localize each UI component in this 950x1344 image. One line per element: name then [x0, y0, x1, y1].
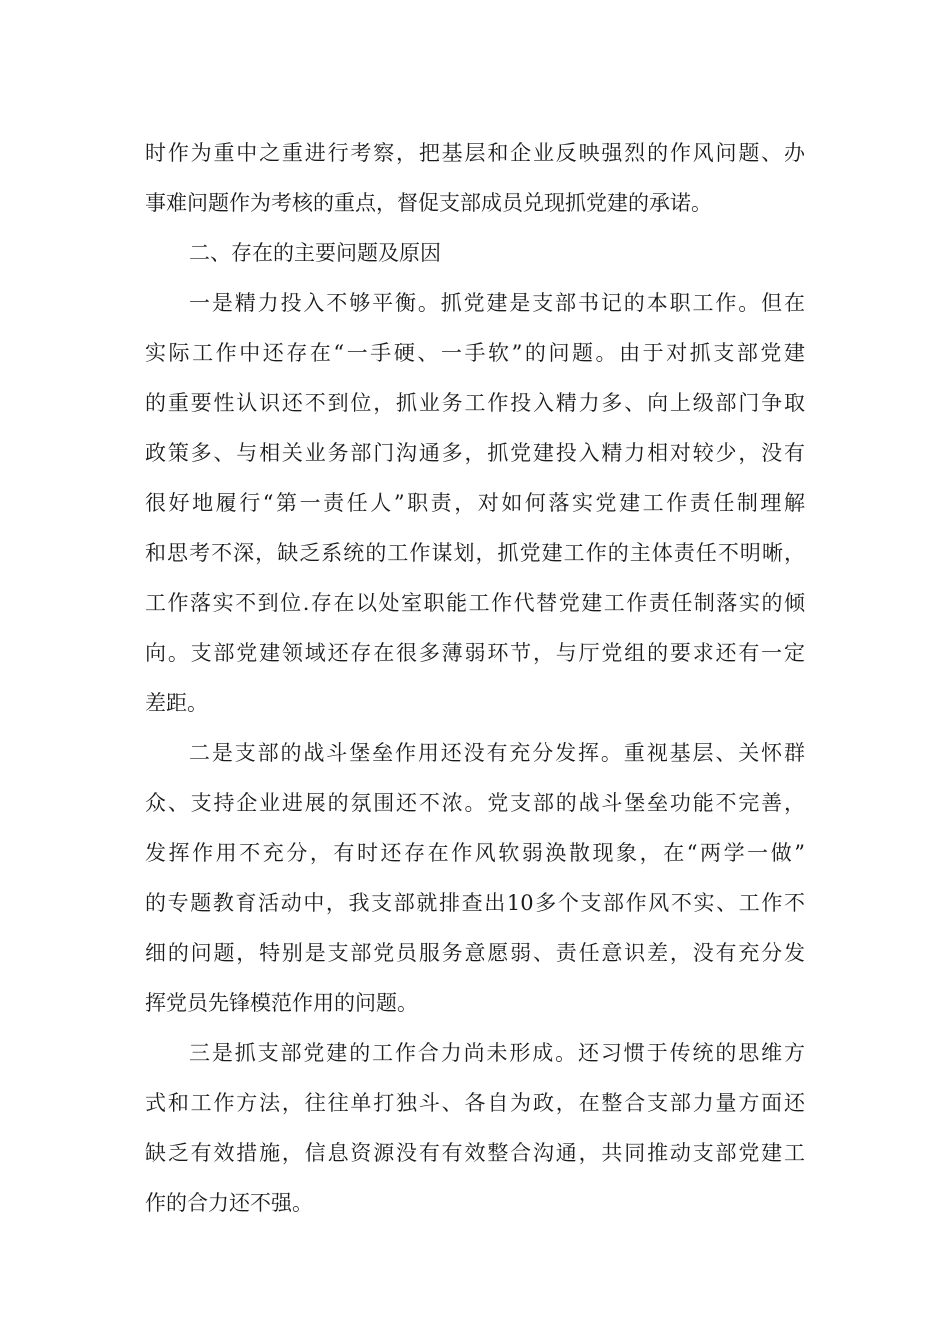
text-line: 挥党员先锋模范作用的问题。 [145, 991, 418, 1015]
text-line: 很好地履行“第一责任人”职责，对如何落实党建工作责任制理解 [145, 491, 805, 515]
paragraph-first-line: 一是精力投入不够平衡。抓党建是支部书记的本职工作。但在 [189, 291, 805, 315]
text-line: 和思考不深，缺乏系统的工作谋划，抓党建工作的主体责任不明晰， [145, 541, 805, 565]
paragraph-first-line: 三是抓支部党建的工作合力尚未形成。还习惯于传统的思维方 [189, 1041, 805, 1065]
text-line: 时作为重中之重进行考察，把基层和企业反映强烈的作风问题、办 [145, 141, 805, 165]
text-line: 的重要性认识还不到位，抓业务工作投入精力多、向上级部门争取 [145, 391, 805, 415]
text-line: 向。支部党建领域还存在很多薄弱环节，与厅党组的要求还有一定 [145, 641, 805, 665]
paragraph-first-line: 二是支部的战斗堡垒作用还没有充分发挥。重视基层、关怀群 [189, 741, 805, 765]
text-line: 发挥作用不充分，有时还存在作风软弱涣散现象，在“两学一做” [145, 841, 805, 865]
text-line: 工作落实不到位.存在以处室职能工作代替党建工作责任制落实的倾 [145, 591, 805, 615]
text-line: 众、支持企业进展的氛围还不浓。党支部的战斗堡垒功能不完善， [145, 791, 805, 815]
text-line: 事难问题作为考核的重点，督促支部成员兑现抓党建的承诺。 [145, 191, 712, 215]
document-body [145, 128, 805, 1228]
section-heading: 二、存在的主要问题及原因 [189, 241, 441, 265]
text-line: 实际工作中还存在“一手硬、一手软”的问题。由于对抓支部党建 [145, 341, 805, 365]
text-line: 政策多、与相关业务部门沟通多，抓党建投入精力相对较少，没有 [145, 441, 805, 465]
text-line: 细的问题，特别是支部党员服务意愿弱、责任意识差，没有充分发 [145, 941, 805, 965]
text-line: 式和工作方法，往往单打独斗、各自为政，在整合支部力量方面还 [145, 1091, 805, 1115]
text-line: 缺乏有效措施，信息资源没有有效整合沟通，共同推动支部党建工 [145, 1141, 805, 1165]
text-line: 作的合力还不强。 [145, 1191, 313, 1215]
text-line: 的专题教育活动中，我支部就排查出10多个支部作风不实、工作不 [145, 891, 805, 915]
text-line: 差距。 [145, 691, 208, 715]
